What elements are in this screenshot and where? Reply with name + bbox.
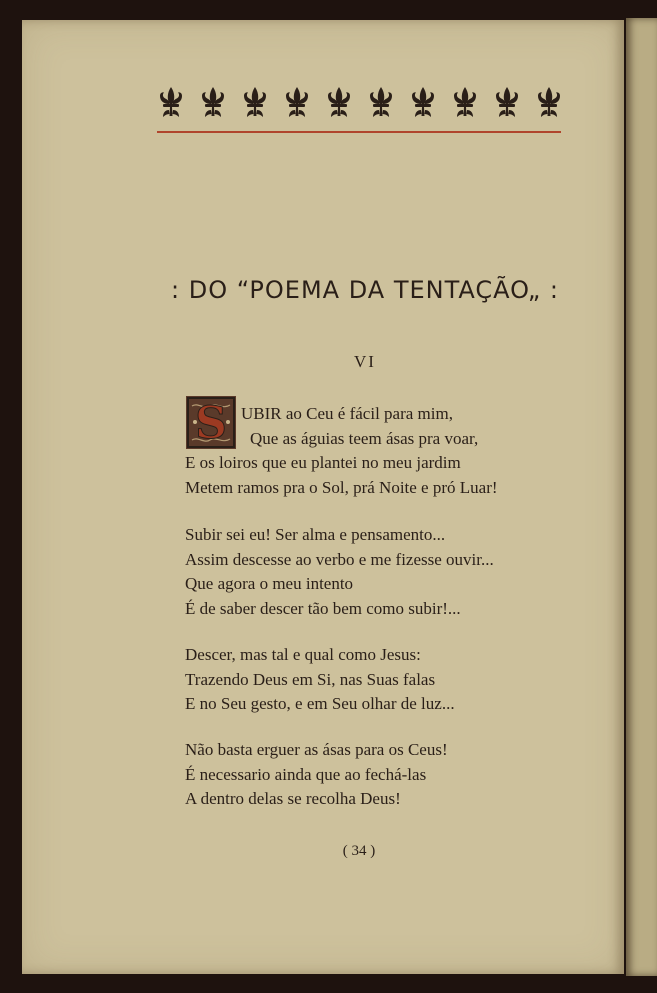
fleur-de-lis-icon [368, 86, 394, 120]
verse-line: E os loiros que eu plantei no meu jardim [185, 453, 461, 472]
fleur-de-lis-icon [494, 86, 520, 120]
verse-line: Subir sei eu! Ser alma e pensamento... [185, 525, 446, 544]
fleur-de-lis-icon [158, 86, 184, 120]
verse-line: A dentro delas se recolha Deus! [185, 789, 401, 808]
stanza-3 [185, 643, 455, 717]
poem-title: : DO “POEMA DA TENTAÇÃO„ : [171, 276, 559, 304]
verse-line: UBIR ao Ceu é fácil para mim, [241, 404, 453, 423]
verse-line: Descer, mas tal e qual como Jesus: [185, 645, 421, 664]
verse-line: Trazendo Deus em Si, nas Suas falas [185, 669, 436, 689]
verse-line: Assim descesse ao verbo e me fizesse ouvir... [185, 549, 494, 569]
fleuron-ornament-row [158, 86, 562, 120]
fleur-de-lis-icon [242, 86, 268, 120]
page-number: ( 34 ) [342, 843, 376, 859]
fleur-de-lis-icon [200, 86, 226, 120]
fleur-de-lis-icon [452, 86, 478, 120]
verse-line: É de saber descer tão bem como subir!... [185, 598, 461, 618]
stanza-1 [185, 402, 498, 500]
fleur-de-lis-icon [326, 86, 352, 120]
fleur-de-lis-icon [536, 86, 562, 120]
section-numeral: VI [354, 352, 376, 371]
fleur-de-lis-icon [410, 86, 436, 120]
verse-line: E no Seu gesto, e em Seu olhar de luz... [185, 694, 455, 713]
verse-line: Que as águias teem ásas pra voar, [250, 428, 479, 448]
stanza-2 [185, 523, 494, 621]
red-divider-rule [157, 131, 561, 133]
verse-line: É necessario ainda que ao fechá-las [185, 764, 427, 784]
adjacent-page-edge [626, 18, 657, 976]
drop-cap-letter: S [195, 398, 227, 449]
fleur-de-lis-icon [284, 86, 310, 120]
verse-line: Que agora o meu intento [185, 574, 354, 593]
stanza-4 [185, 738, 448, 812]
verse-line: Metem ramos pra o Sol, prá Noite e pró Luar! [185, 477, 498, 497]
verse-line: Não basta erguer as ásas para os Ceus! [185, 740, 448, 759]
